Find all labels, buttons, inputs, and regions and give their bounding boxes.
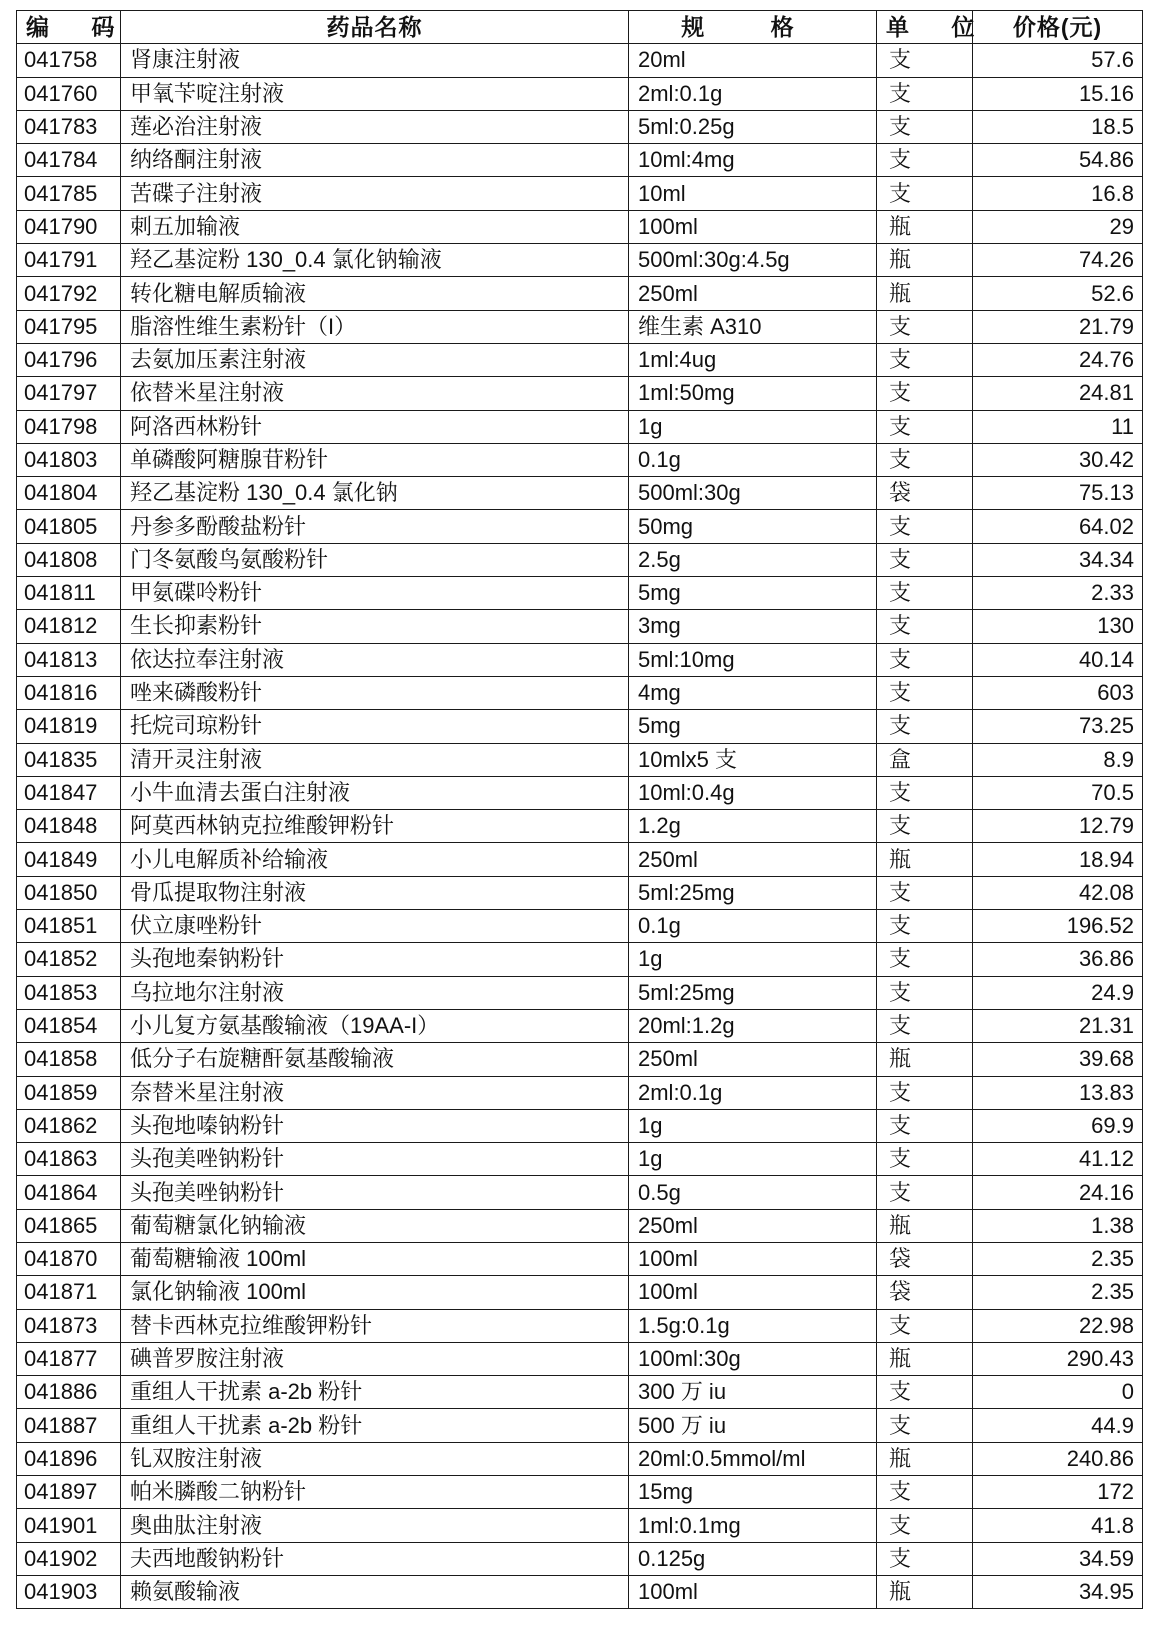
cell-drug-name: 奥曲肽注射液 (121, 1509, 629, 1542)
header-price: 价格(元) (973, 11, 1143, 44)
cell-price: 2.35 (973, 1276, 1143, 1309)
table-row (17, 144, 1143, 177)
cell-code: 041758 (17, 44, 121, 77)
table-row (17, 943, 1143, 976)
table-row (17, 310, 1143, 343)
cell-price: 57.6 (973, 44, 1143, 77)
cell-price: 18.5 (973, 110, 1143, 143)
cell-drug-name: 重组人干扰素 a-2b 粉针 (121, 1376, 629, 1409)
cell-unit: 支 (877, 610, 973, 643)
cell-drug-name: 葡萄糖输液 100ml (121, 1242, 629, 1275)
cell-spec: 2ml:0.1g (629, 77, 877, 110)
cell-unit: 瓶 (877, 1342, 973, 1375)
cell-code: 041873 (17, 1309, 121, 1342)
cell-spec: 10ml:4mg (629, 144, 877, 177)
cell-spec: 维生素 A310 (629, 310, 877, 343)
cell-spec: 0.1g (629, 443, 877, 476)
cell-code: 041903 (17, 1575, 121, 1608)
cell-code: 041798 (17, 410, 121, 443)
cell-spec: 0.125g (629, 1542, 877, 1575)
table-row (17, 910, 1143, 943)
table-row (17, 810, 1143, 843)
cell-unit: 瓶 (877, 1043, 973, 1076)
table-row (17, 443, 1143, 476)
cell-spec: 20ml:0.5mmol/ml (629, 1442, 877, 1475)
cell-unit: 瓶 (877, 277, 973, 310)
table-row (17, 843, 1143, 876)
cell-price: 603 (973, 676, 1143, 709)
cell-spec: 100ml (629, 210, 877, 243)
cell-price: 1.38 (973, 1209, 1143, 1242)
cell-drug-name: 钆双胺注射液 (121, 1442, 629, 1475)
cell-spec: 10ml (629, 177, 877, 210)
cell-code: 041791 (17, 244, 121, 277)
cell-spec: 10ml:0.4g (629, 776, 877, 809)
cell-code: 041896 (17, 1442, 121, 1475)
cell-spec: 15mg (629, 1476, 877, 1509)
cell-code: 041850 (17, 876, 121, 909)
cell-code: 041808 (17, 543, 121, 576)
header-spec: 规 格 (629, 11, 877, 44)
cell-code: 041849 (17, 843, 121, 876)
table-row (17, 543, 1143, 576)
cell-spec: 1ml:50mg (629, 377, 877, 410)
cell-drug-name: 脂溶性维生素粉针（I） (121, 310, 629, 343)
cell-code: 041870 (17, 1242, 121, 1275)
cell-unit: 支 (877, 810, 973, 843)
cell-code: 041811 (17, 577, 121, 610)
cell-price: 64.02 (973, 510, 1143, 543)
cell-code: 041901 (17, 1509, 121, 1542)
table-row (17, 577, 1143, 610)
cell-code: 041803 (17, 443, 121, 476)
cell-spec: 1ml:0.1mg (629, 1509, 877, 1542)
cell-unit: 支 (877, 676, 973, 709)
drug-price-table (16, 10, 1143, 1609)
table-row (17, 610, 1143, 643)
cell-unit: 支 (877, 77, 973, 110)
table-body (17, 44, 1143, 1609)
cell-unit: 盒 (877, 743, 973, 776)
cell-spec: 0.1g (629, 910, 877, 943)
cell-price: 69.9 (973, 1109, 1143, 1142)
cell-spec: 3mg (629, 610, 877, 643)
table-row (17, 676, 1143, 709)
cell-code: 041819 (17, 710, 121, 743)
cell-code: 041851 (17, 910, 121, 943)
cell-price: 13.83 (973, 1076, 1143, 1109)
cell-price: 30.42 (973, 443, 1143, 476)
table-row (17, 976, 1143, 1009)
cell-price: 130 (973, 610, 1143, 643)
cell-code: 041871 (17, 1276, 121, 1309)
cell-price: 16.8 (973, 177, 1143, 210)
cell-spec: 1.5g:0.1g (629, 1309, 877, 1342)
table-row (17, 1409, 1143, 1442)
cell-unit: 支 (877, 1109, 973, 1142)
cell-code: 041852 (17, 943, 121, 976)
cell-price: 70.5 (973, 776, 1143, 809)
cell-drug-name: 赖氨酸输液 (121, 1575, 629, 1608)
cell-price: 34.95 (973, 1575, 1143, 1608)
cell-spec: 500ml:30g:4.5g (629, 244, 877, 277)
header-unit: 单 位 (877, 11, 973, 44)
cell-drug-name: 刺五加输液 (121, 210, 629, 243)
cell-code: 041797 (17, 377, 121, 410)
cell-price: 22.98 (973, 1309, 1143, 1342)
cell-price: 24.9 (973, 976, 1143, 1009)
cell-unit: 支 (877, 910, 973, 943)
cell-spec: 5ml:25mg (629, 876, 877, 909)
cell-spec: 1g (629, 410, 877, 443)
cell-spec: 500ml:30g (629, 477, 877, 510)
cell-drug-name: 肾康注射液 (121, 44, 629, 77)
cell-drug-name: 依达拉奉注射液 (121, 643, 629, 676)
cell-unit: 支 (877, 1376, 973, 1409)
cell-drug-name: 重组人干扰素 a-2b 粉针 (121, 1409, 629, 1442)
cell-unit: 支 (877, 1076, 973, 1109)
cell-drug-name: 小儿电解质补给输液 (121, 843, 629, 876)
cell-code: 041805 (17, 510, 121, 543)
cell-price: 196.52 (973, 910, 1143, 943)
table-row (17, 643, 1143, 676)
cell-drug-name: 氯化钠输液 100ml (121, 1276, 629, 1309)
table-row (17, 1509, 1143, 1542)
cell-price: 11 (973, 410, 1143, 443)
cell-spec: 100ml (629, 1276, 877, 1309)
table-row (17, 1109, 1143, 1142)
cell-unit: 袋 (877, 1242, 973, 1275)
cell-price: 290.43 (973, 1342, 1143, 1375)
cell-price: 172 (973, 1476, 1143, 1509)
cell-drug-name: 羟乙基淀粉 130_0.4 氯化钠 (121, 477, 629, 510)
cell-spec: 300 万 iu (629, 1376, 877, 1409)
cell-drug-name: 骨瓜提取物注射液 (121, 876, 629, 909)
cell-code: 041848 (17, 810, 121, 843)
cell-drug-name: 替卡西林克拉维酸钾粉针 (121, 1309, 629, 1342)
table-row (17, 1309, 1143, 1342)
cell-unit: 袋 (877, 1276, 973, 1309)
cell-unit: 支 (877, 876, 973, 909)
cell-unit: 瓶 (877, 244, 973, 277)
cell-drug-name: 头孢地嗪钠粉针 (121, 1109, 629, 1142)
cell-unit: 支 (877, 1542, 973, 1575)
cell-drug-name: 苦碟子注射液 (121, 177, 629, 210)
cell-spec: 5ml:10mg (629, 643, 877, 676)
cell-spec: 4mg (629, 676, 877, 709)
cell-unit: 支 (877, 144, 973, 177)
cell-unit: 支 (877, 1309, 973, 1342)
cell-unit: 支 (877, 710, 973, 743)
cell-spec: 100ml (629, 1242, 877, 1275)
cell-unit: 支 (877, 110, 973, 143)
table-row (17, 1242, 1143, 1275)
table-row (17, 1176, 1143, 1209)
cell-price: 0 (973, 1376, 1143, 1409)
cell-unit: 支 (877, 1509, 973, 1542)
cell-code: 041863 (17, 1143, 121, 1176)
cell-unit: 支 (877, 1009, 973, 1042)
cell-unit: 支 (877, 377, 973, 410)
cell-price: 15.16 (973, 77, 1143, 110)
cell-price: 18.94 (973, 843, 1143, 876)
cell-spec: 20ml:1.2g (629, 1009, 877, 1042)
cell-code: 041795 (17, 310, 121, 343)
cell-price: 44.9 (973, 1409, 1143, 1442)
cell-drug-name: 甲氨碟呤粉针 (121, 577, 629, 610)
cell-code: 041902 (17, 1542, 121, 1575)
cell-code: 041835 (17, 743, 121, 776)
cell-unit: 支 (877, 44, 973, 77)
cell-drug-name: 生长抑素粉针 (121, 610, 629, 643)
table-row (17, 1043, 1143, 1076)
cell-price: 41.8 (973, 1509, 1143, 1542)
cell-drug-name: 葡萄糖氯化钠输液 (121, 1209, 629, 1242)
cell-unit: 瓶 (877, 1575, 973, 1608)
cell-price: 2.35 (973, 1242, 1143, 1275)
cell-price: 8.9 (973, 743, 1143, 776)
cell-unit: 支 (877, 343, 973, 376)
cell-code: 041812 (17, 610, 121, 643)
cell-spec: 10mlx5 支 (629, 743, 877, 776)
cell-spec: 250ml (629, 1043, 877, 1076)
cell-spec: 100ml:30g (629, 1342, 877, 1375)
table-row (17, 210, 1143, 243)
cell-price: 12.79 (973, 810, 1143, 843)
cell-drug-name: 阿莫西林钠克拉维酸钾粉针 (121, 810, 629, 843)
cell-spec: 1g (629, 943, 877, 976)
cell-drug-name: 阿洛西林粉针 (121, 410, 629, 443)
cell-price: 41.12 (973, 1143, 1143, 1176)
cell-price: 240.86 (973, 1442, 1143, 1475)
cell-spec: 20ml (629, 44, 877, 77)
cell-code: 041859 (17, 1076, 121, 1109)
cell-drug-name: 低分子右旋糖酐氨基酸输液 (121, 1043, 629, 1076)
cell-unit: 瓶 (877, 1209, 973, 1242)
cell-drug-name: 头孢地秦钠粉针 (121, 943, 629, 976)
cell-code: 041816 (17, 676, 121, 709)
cell-price: 24.16 (973, 1176, 1143, 1209)
cell-drug-name: 单磷酸阿糖腺苷粉针 (121, 443, 629, 476)
cell-spec: 1ml:4ug (629, 343, 877, 376)
table-row (17, 177, 1143, 210)
cell-code: 041865 (17, 1209, 121, 1242)
cell-drug-name: 托烷司琼粉针 (121, 710, 629, 743)
cell-drug-name: 去氨加压素注射液 (121, 343, 629, 376)
table-row (17, 1376, 1143, 1409)
table-row (17, 1575, 1143, 1608)
cell-unit: 支 (877, 1476, 973, 1509)
cell-code: 041877 (17, 1342, 121, 1375)
cell-spec: 1g (629, 1109, 877, 1142)
table-row (17, 1076, 1143, 1109)
cell-unit: 瓶 (877, 1442, 973, 1475)
cell-code: 041886 (17, 1376, 121, 1409)
cell-code: 041792 (17, 277, 121, 310)
cell-drug-name: 头孢美唑钠粉针 (121, 1176, 629, 1209)
cell-unit: 袋 (877, 477, 973, 510)
cell-price: 34.34 (973, 543, 1143, 576)
cell-drug-name: 头孢美唑钠粉针 (121, 1143, 629, 1176)
cell-drug-name: 唑来磷酸粉针 (121, 676, 629, 709)
cell-code: 041847 (17, 776, 121, 809)
cell-spec: 2.5g (629, 543, 877, 576)
cell-drug-name: 乌拉地尔注射液 (121, 976, 629, 1009)
cell-drug-name: 伏立康唑粉针 (121, 910, 629, 943)
cell-spec: 5ml:0.25g (629, 110, 877, 143)
header-code: 编 码 (17, 11, 121, 44)
table-row (17, 1442, 1143, 1475)
cell-drug-name: 小儿复方氨基酸输液（19AA-I） (121, 1009, 629, 1042)
cell-unit: 支 (877, 1176, 973, 1209)
cell-code: 041790 (17, 210, 121, 243)
cell-spec: 5mg (629, 577, 877, 610)
cell-code: 041813 (17, 643, 121, 676)
cell-code: 041784 (17, 144, 121, 177)
cell-price: 74.26 (973, 244, 1143, 277)
cell-price: 21.31 (973, 1009, 1143, 1042)
table-row (17, 1143, 1143, 1176)
cell-spec: 500 万 iu (629, 1409, 877, 1442)
table-row (17, 1209, 1143, 1242)
cell-drug-name: 丹参多酚酸盐粉针 (121, 510, 629, 543)
cell-price: 75.13 (973, 477, 1143, 510)
cell-price: 2.33 (973, 577, 1143, 610)
cell-unit: 支 (877, 976, 973, 1009)
cell-code: 041864 (17, 1176, 121, 1209)
table-row (17, 244, 1143, 277)
table-row (17, 510, 1143, 543)
cell-price: 24.76 (973, 343, 1143, 376)
cell-spec: 1.2g (629, 810, 877, 843)
cell-spec: 5ml:25mg (629, 976, 877, 1009)
table-header-row (17, 11, 1143, 44)
cell-code: 041887 (17, 1409, 121, 1442)
cell-price: 42.08 (973, 876, 1143, 909)
cell-price: 36.86 (973, 943, 1143, 976)
table-row (17, 377, 1143, 410)
cell-code: 041796 (17, 343, 121, 376)
table-row (17, 77, 1143, 110)
cell-price: 54.86 (973, 144, 1143, 177)
cell-price: 40.14 (973, 643, 1143, 676)
cell-price: 52.6 (973, 277, 1143, 310)
cell-spec: 100ml (629, 1575, 877, 1608)
table-row (17, 876, 1143, 909)
cell-code: 041853 (17, 976, 121, 1009)
table-row (17, 1542, 1143, 1575)
table-row (17, 110, 1143, 143)
cell-spec: 250ml (629, 1209, 877, 1242)
cell-price: 21.79 (973, 310, 1143, 343)
cell-code: 041785 (17, 177, 121, 210)
cell-spec: 2ml:0.1g (629, 1076, 877, 1109)
cell-drug-name: 清开灵注射液 (121, 743, 629, 776)
cell-price: 24.81 (973, 377, 1143, 410)
cell-unit: 支 (877, 577, 973, 610)
cell-drug-name: 小牛血清去蛋白注射液 (121, 776, 629, 809)
cell-price: 34.59 (973, 1542, 1143, 1575)
cell-drug-name: 羟乙基淀粉 130_0.4 氯化钠输液 (121, 244, 629, 277)
cell-code: 041862 (17, 1109, 121, 1142)
cell-unit: 支 (877, 443, 973, 476)
cell-code: 041783 (17, 110, 121, 143)
cell-spec: 250ml (629, 843, 877, 876)
table-row (17, 1009, 1143, 1042)
cell-unit: 支 (877, 1409, 973, 1442)
cell-unit: 支 (877, 177, 973, 210)
cell-drug-name: 依替米星注射液 (121, 377, 629, 410)
cell-unit: 支 (877, 310, 973, 343)
cell-unit: 瓶 (877, 843, 973, 876)
cell-code: 041858 (17, 1043, 121, 1076)
cell-drug-name: 纳络酮注射液 (121, 144, 629, 177)
cell-price: 73.25 (973, 710, 1143, 743)
table-row (17, 410, 1143, 443)
cell-drug-name: 甲氧苄啶注射液 (121, 77, 629, 110)
cell-unit: 支 (877, 1143, 973, 1176)
cell-price: 39.68 (973, 1043, 1143, 1076)
cell-drug-name: 门冬氨酸鸟氨酸粉针 (121, 543, 629, 576)
table-row (17, 1476, 1143, 1509)
cell-drug-name: 转化糖电解质输液 (121, 277, 629, 310)
table-row (17, 477, 1143, 510)
cell-unit: 瓶 (877, 210, 973, 243)
cell-drug-name: 奈替米星注射液 (121, 1076, 629, 1109)
cell-unit: 支 (877, 510, 973, 543)
table-row (17, 277, 1143, 310)
cell-code: 041854 (17, 1009, 121, 1042)
cell-unit: 支 (877, 643, 973, 676)
cell-unit: 支 (877, 776, 973, 809)
cell-spec: 5mg (629, 710, 877, 743)
cell-code: 041897 (17, 1476, 121, 1509)
cell-price: 29 (973, 210, 1143, 243)
cell-unit: 支 (877, 410, 973, 443)
header-name: 药品名称 (121, 11, 629, 44)
table-row (17, 1276, 1143, 1309)
cell-unit: 支 (877, 543, 973, 576)
cell-spec: 1g (629, 1143, 877, 1176)
table-row (17, 343, 1143, 376)
table-row (17, 776, 1143, 809)
cell-unit: 支 (877, 943, 973, 976)
cell-spec: 250ml (629, 277, 877, 310)
table-row (17, 1342, 1143, 1375)
cell-spec: 50mg (629, 510, 877, 543)
cell-drug-name: 莲必治注射液 (121, 110, 629, 143)
cell-drug-name: 帕米膦酸二钠粉针 (121, 1476, 629, 1509)
table-row (17, 44, 1143, 77)
table-row (17, 710, 1143, 743)
cell-drug-name: 夫西地酸钠粉针 (121, 1542, 629, 1575)
cell-code: 041760 (17, 77, 121, 110)
cell-drug-name: 碘普罗胺注射液 (121, 1342, 629, 1375)
table-row (17, 743, 1143, 776)
cell-spec: 0.5g (629, 1176, 877, 1209)
cell-code: 041804 (17, 477, 121, 510)
